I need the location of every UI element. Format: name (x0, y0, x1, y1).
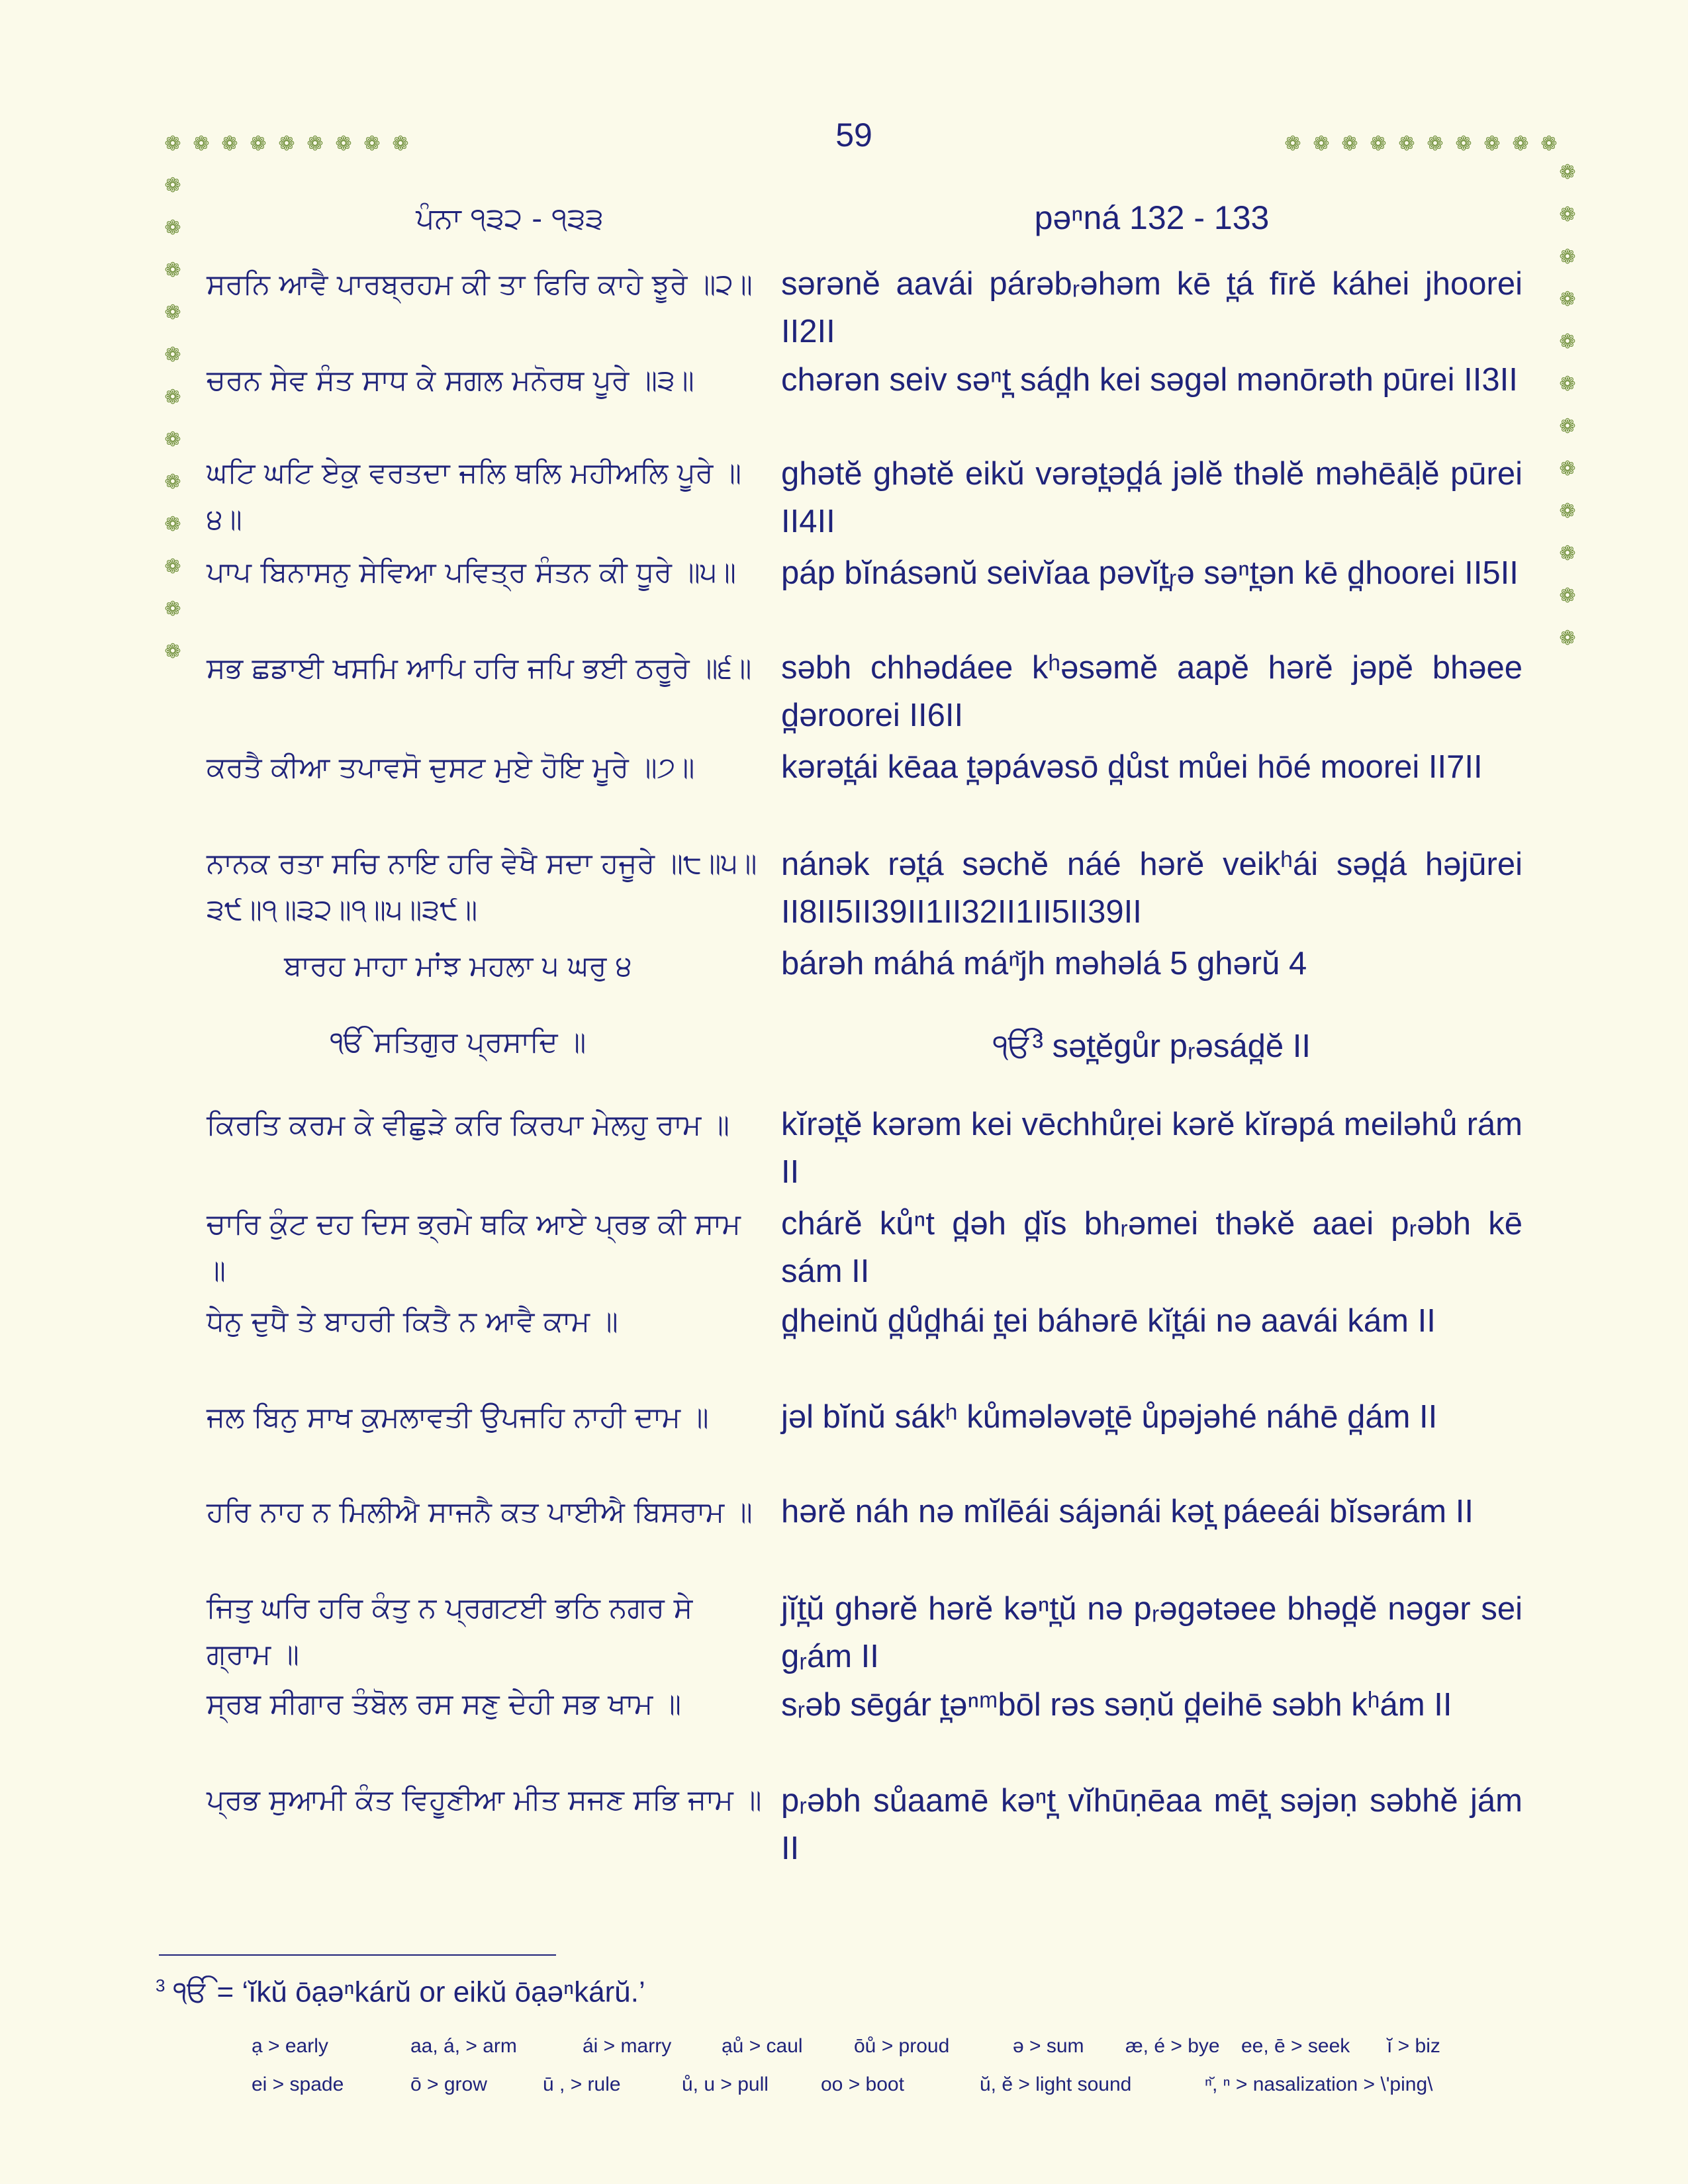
flower-ornament-icon: ❁ (1540, 132, 1558, 156)
flower-ornament-icon: ❁ (164, 471, 181, 494)
flower-ornament-icon: ❁ (335, 132, 352, 156)
translit-line: pᵣəbh sůaamē kəⁿt̪ vĭhūṇēaa mēt̪ səjəṇ səbhĕ jám II (781, 1783, 1523, 1866)
legend-item: ạů > caul (722, 2035, 803, 2057)
translit-line: chərən seiv səⁿt̪ sád̪h kei səgəl mənōrəth pūrei II3II (781, 362, 1518, 398)
flower-ornament-icon: ❁ (164, 174, 181, 197)
flower-ornament-icon: ❁ (392, 132, 409, 156)
legend-item: ĭ > biz (1387, 2035, 1440, 2057)
page-number: 59 (835, 116, 872, 154)
flower-ornament-icon: ❁ (278, 132, 295, 156)
flower-ornament-icon: ❁ (164, 343, 181, 367)
translit-line: jĭt̪ŭ ghərĕ hərĕ kəⁿt̪ŭ nə pᵣəgətəee bhəd̪ĕ nəgər sei gᵣám II (781, 1591, 1523, 1674)
legend-item: ei > spade (252, 2073, 344, 2095)
translit-line: chárĕ kůⁿt d̪əh d̪ĭs bhᵣəmei thəkĕ aaei pᵣəbh kē sám II (781, 1206, 1523, 1289)
gurmukhi-line: ਸਰਨਿ ਆਵੈ ਪਾਰਬ੍ਰਹਮ ਕੀ ਤਾ ਫਿਰਿ ਕਾਹੇ ਝੂਰੇ ॥੨॥ (207, 268, 753, 301)
flower-ornament-icon: ❁ (1559, 288, 1576, 311)
flower-ornament-icon: ❁ (164, 598, 181, 621)
mool-mantar-gurmukhi: ੴ ਸਤਿਗੁਰ ਪ੍ਰਸਾਦਿ ॥ (330, 1026, 586, 1059)
translit-line: hərĕ náh nə mĭlēái sájənái kət̪ páeeái bĭsərám II (781, 1494, 1474, 1529)
mool-mantar-translit: ੴ³ sət̪ĕgůr pᵣəsád̪ĕ II (993, 1028, 1311, 1064)
legend-item: ee, ē > seek (1241, 2035, 1350, 2057)
flower-ornament-icon: ❁ (1559, 457, 1576, 480)
flower-ornament-icon: ❁ (1398, 132, 1415, 156)
flower-ornament-icon: ❁ (164, 555, 181, 578)
flower-ornament-icon: ❁ (221, 132, 238, 156)
flower-ornament-icon: ❁ (164, 301, 181, 324)
flower-ornament-icon: ❁ (1559, 246, 1576, 269)
translit-line: kərət̪ái kēaa t̪əpávəsō d̪ůst můei hōé moorei II7II (781, 749, 1483, 785)
legend-item: ⁿ̆, ⁿ > nasalization > \'ping\ (1205, 2073, 1433, 2095)
flower-ornament-icon: ❁ (1559, 584, 1576, 608)
legend-item: ū , > rule (543, 2073, 621, 2095)
flower-ornament-icon: ❁ (1284, 132, 1301, 156)
flower-ornament-icon: ❁ (164, 640, 181, 663)
legend-item: ōů > proud (854, 2035, 950, 2057)
translit-line: nánək rət̪á səchĕ náé hərĕ veikʰái səd̪á həjūrei II8II5II39II1II32II1II5II39II (781, 846, 1523, 930)
flower-ornament-icon: ❁ (1559, 415, 1576, 438)
flower-ornament-icon: ❁ (1483, 132, 1501, 156)
legend-item: ə > sum (1013, 2035, 1084, 2057)
gurmukhi-line: ਹਰਿ ਨਾਹ ਨ ਮਿਲੀਐ ਸਾਜਨੈ ਕਤ ਪਾਈਐ ਬਿਸਰਾਮ ॥ (207, 1496, 753, 1529)
flower-ornament-icon: ❁ (1455, 132, 1472, 156)
flower-ornament-icon: ❁ (1559, 330, 1576, 353)
gurmukhi-line: ਪਾਪ ਬਿਨਾਸਨੁ ਸੇਵਿਆ ਪਵਿਤ੍ਰ ਸੰਤਨ ਕੀ ਧੂਰੇ ॥੫॥ (207, 556, 737, 589)
gurmukhi-line: ਪ੍ਰਭ ਸੁਆਮੀ ਕੰਤ ਵਿਹੂਣੀਆ ਮੀਤ ਸਜਣ ਸਭਿ ਜਾਮ ॥ (207, 1784, 762, 1817)
gurmukhi-line: ਧੇਨੁ ਦੁਧੈ ਤੇ ਬਾਹਰੀ ਕਿਤੈ ਨ ਆਵੈ ਕਾਮ ॥ (207, 1305, 618, 1338)
legend-item: ů, u > pull (682, 2073, 769, 2095)
legend-item: ō > grow (410, 2073, 487, 2095)
footnote (156, 1976, 1082, 2009)
flower-ornament-icon: ❁ (164, 259, 181, 282)
translit-line: kĭrət̪ĕ kərəm kei vēchhůṛei kərĕ kĭrəpá meiləhů rám II (781, 1107, 1523, 1190)
footnote-divider (159, 1954, 556, 1956)
flower-ornament-icon: ❁ (164, 132, 181, 156)
flower-ornament-icon: ❁ (1559, 161, 1576, 184)
flower-ornament-icon: ❁ (1512, 132, 1529, 156)
flower-ornament-icon: ❁ (1559, 373, 1576, 396)
legend-item: oo > boot (821, 2073, 904, 2095)
flower-ornament-icon: ❁ (1427, 132, 1444, 156)
flower-ornament-icon: ❁ (164, 216, 181, 240)
flower-ornament-icon: ❁ (1559, 542, 1576, 565)
flower-ornament-icon: ❁ (164, 513, 181, 536)
gurmukhi-line: ਕਰਤੈ ਕੀਆ ਤਪਾਵਸੋ ਦੁਸਟ ਮੁਏ ਹੋਇ ਮੂਰੇ ॥੭॥ (207, 751, 695, 784)
gurmukhi-line: ਜਲ ਬਿਨੁ ਸਾਖ ਕੁਮਲਾਵਤੀ ਉਪਜਹਿ ਨਾਹੀ ਦਾਮ ॥ (207, 1401, 709, 1434)
legend-item: ái > marry (583, 2035, 672, 2057)
gurmukhi-line: ਜਿਤੁ ਘਰਿ ਹਰਿ ਕੰਤੁ ਨ ਪ੍ਰਗਟਈ ਭਠਿ ਨਗਰ ਸੇ ਗ੍ਰਾਮ ॥ (207, 1592, 693, 1671)
flower-ornament-icon: ❁ (1559, 500, 1576, 523)
header-gurmukhi: ਪੰਨਾ ੧੩੨ - ੧੩੩ (416, 202, 604, 236)
gurmukhi-line: ਚਾਰਿ ਕੁੰਟ ਦਹ ਦਿਸ ਭ੍ਰਮੇ ਥਕਿ ਆਏ ਪ੍ਰਭ ਕੀ ਸਾਮ ॥ (207, 1208, 741, 1287)
flower-ornament-icon: ❁ (250, 132, 267, 156)
flower-ornament-icon: ❁ (1341, 132, 1358, 156)
section-title-gurmukhi: ਬਾਰਹ ਮਾਹਾ ਮਾਂਝ ਮਹਲਾ ੫ ਘਰੁ ੪ (284, 950, 632, 983)
footnote-text: ੴ = ‘ĭkŭ ōạəⁿkárŭ or eikŭ ōạəⁿkárŭ.’ (173, 1976, 645, 2009)
legend-item: aa, á, > arm (410, 2035, 517, 2057)
footnote-marker: 3 (156, 1976, 165, 1995)
flower-ornament-icon: ❁ (164, 428, 181, 451)
translit-line: səbh chhədáee kʰəsəmĕ aapĕ hərĕ jəpĕ bhəee d̪əroorei II6II (781, 650, 1523, 733)
flower-ornament-icon: ❁ (1313, 132, 1330, 156)
flower-ornament-icon: ❁ (164, 386, 181, 409)
translit-line: páp bĭnásənŭ seivĭaa pəvĭt̪ᵣə səⁿt̪ən kē d̪hoorei II5II (781, 555, 1519, 591)
legend-item: ŭ, ĕ > light sound (980, 2073, 1132, 2095)
flower-ornament-icon: ❁ (1559, 627, 1576, 650)
flower-ornament-icon: ❁ (193, 132, 210, 156)
translit-line: jəl bĭnŭ sákʰ kůmələvət̪ē ůpəjəhé náhē d̪ám II (781, 1399, 1438, 1435)
flower-ornament-icon: ❁ (306, 132, 324, 156)
legend-item: æ, é > bye (1125, 2035, 1220, 2057)
gurmukhi-line: ਘਟਿ ਘਟਿ ਏਕੁ ਵਰਤਦਾ ਜਲਿ ਥਲਿ ਮਹੀਅਲਿ ਪੂਰੇ ॥੪॥ (207, 457, 742, 536)
section-title-translit: bárəh máhá máⁿ̆jh məhəlá 5 ghərŭ 4 (781, 946, 1307, 981)
gurmukhi-line: ਸਭ ਛਡਾਈ ਖਸਮਿ ਆਪਿ ਹਰਿ ਜਪਿ ਭਈ ਠਰੂਰੇ ॥੬॥ (207, 652, 752, 685)
translit-line: ghətĕ ghətĕ eikŭ vərət̪əd̪á jəlĕ thəlĕ məhēāḷĕ pūrei II4II (781, 456, 1523, 539)
gurmukhi-line: ਨਾਨਕ ਰਤਾ ਸਚਿ ਨਾਇ ਹਰਿ ਵੇਖੈ ਸਦਾ ਹਜੂਰੇ ॥੮॥੫॥੩੯॥੧॥੩੨॥੧॥੫॥੩੯॥ (207, 847, 757, 927)
translit-line: sᵣəb sēgár t̪əⁿᵐbōl rəs səṇŭ d̪eihē səbh kʰám II (781, 1687, 1452, 1723)
translit-line: d̪heinŭ d̪ůd̪hái t̪ei báhərē kĭt̪ái nə aavái kám II (781, 1303, 1436, 1339)
flower-ornament-icon: ❁ (1370, 132, 1387, 156)
gurmukhi-line: ਸ੍ਰਬ ਸੀਗਾਰ ਤੰਬੋਲ ਰਸ ਸਣੁ ਦੇਹੀ ਸਭ ਖਾਮ ॥ (207, 1688, 681, 1721)
gurmukhi-line: ਕਿਰਤਿ ਕਰਮ ਕੇ ਵੀਛੁੜੇ ਕਰਿ ਕਿਰਪਾ ਮੇਲਹੁ ਰਾਮ ॥ (207, 1109, 729, 1142)
legend-item: ạ > early (252, 2035, 328, 2057)
gurmukhi-line: ਚਰਨ ਸੇਵ ਸੰਤ ਸਾਧ ਕੇ ਸਗਲ ਮਨੋਰਥ ਪੂਰੇ ॥੩॥ (207, 364, 694, 397)
flower-ornament-icon: ❁ (363, 132, 381, 156)
header-translit: pəⁿná 132 - 133 (1034, 199, 1270, 236)
flower-ornament-icon: ❁ (1559, 203, 1576, 226)
translit-line: sərənĕ aavái párəbᵣəhəm kē t̪á fīrĕ káhei jhoorei II2II (781, 266, 1523, 349)
